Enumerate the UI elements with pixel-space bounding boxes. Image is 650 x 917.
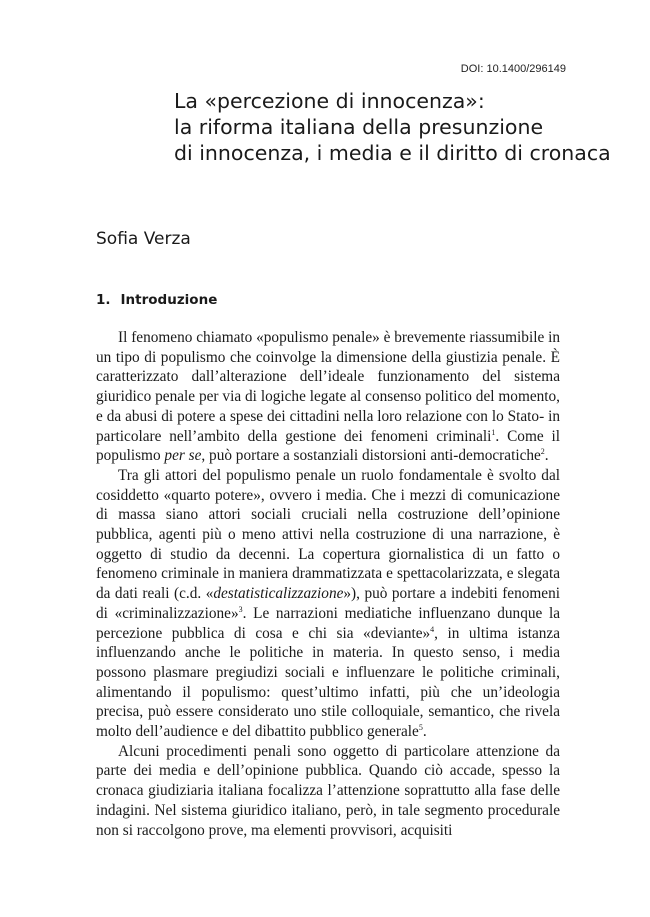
p2-text-e: . bbox=[422, 723, 427, 741]
title-line-3: di innocenza, i media e il diritto di cronaca bbox=[174, 141, 611, 165]
p2-text-c: . Le narrazioni mediatiche influenzano dunque la percezione pubblica di cosa e chi sia «deviante» bbox=[96, 604, 560, 642]
section-number: 1. bbox=[96, 292, 111, 308]
p1-text-d: . bbox=[544, 447, 549, 465]
footnote-ref-3[interactable]: 3 bbox=[238, 604, 243, 614]
p1-text-c: , può portare a sostanziali distorsioni anti-democratiche bbox=[201, 447, 541, 465]
footnote-ref-2[interactable]: 2 bbox=[540, 447, 545, 457]
paragraph-1 bbox=[96, 328, 560, 466]
title-line-2: la riforma italiana della presunzione bbox=[174, 115, 544, 139]
paragraph-3: Alcuni procedimenti penali sono oggetto di particolare attenzione da parte dei media e dell’opinione pubblica. Quando ciò accade, spesso la cronaca giudiziaria italiana focalizza l’attenzione soprattutto alla fase delle indagini. Nel sistema giuridico italiano, però, in tale segmento procedurale non si raccolgono prove, ma elementi provvisori, acquisiti bbox=[96, 742, 560, 839]
section-title: Introduzione bbox=[120, 292, 218, 308]
section-heading bbox=[96, 292, 217, 308]
footnote-ref-5[interactable]: 5 bbox=[418, 722, 423, 732]
p1-emphasis: per se bbox=[164, 447, 202, 465]
p2-text-b: »), può portare a indebiti fenomeni di «criminalizzazione» bbox=[96, 585, 560, 622]
p2-text-d: , in ultima istanza influenzando anche le politiche in materia. In questo senso, i media possono plasmare pregiudizi sociali e influenzare le politiche criminali, alimentando il populismo: quest’ultimo infatti, più che un’ideologia precisa, può essere considerato uno stile colloquiale, semantico, che rivela molto dell’audience e del dibattito pubblico generale bbox=[96, 624, 560, 741]
p1-text-a: Il fenomeno chiamato «populismo penale» è brevemente riassumibile in un tipo di populismo che coinvolge la dimensione della giustizia penale. È caratterizzato dall’alterazione dell’ideale funzionamento del sistema giuridico penale per via di logiche legate al consenso politico del momento, e da abusi di potere a spese dei cittadini nella loro relazione con lo Stato- in particolare nell’ambito della gestione dei fenomeni criminali bbox=[96, 329, 560, 445]
p2-text-a: Tra gli attori del populismo penale un ruolo fondamentale è svolto dal cosiddetto «quarto potere», ovvero i media. Che i mezzi di comunicazione di massa siano attori sociali cruciali nella costruzione dell’opinione pubblica, agenti più o meno attivi nella costruzione di una narrazione, è oggetto di studio da decenni. La copertura giornalistica di un fatto o fenomeno criminale in maniera drammatizzata e spettacolarizzata, e slegata da dati reali (c.d. « bbox=[96, 466, 560, 603]
author-name: Sofia Verza bbox=[96, 229, 191, 249]
p1-text-b: . Come il populismo bbox=[96, 427, 560, 465]
doi-label[interactable]: DOI: 10.1400/296149 bbox=[460, 63, 566, 75]
p2-emphasis: destatisticalizzazione bbox=[213, 585, 344, 603]
article-title bbox=[174, 88, 614, 166]
title-line-1: La «percezione di innocenza»: bbox=[174, 89, 485, 113]
paragraph-2 bbox=[96, 466, 560, 742]
footnote-ref-4[interactable]: 4 bbox=[430, 624, 435, 634]
footnote-ref-1[interactable]: 1 bbox=[491, 427, 496, 437]
article-body bbox=[96, 328, 560, 840]
